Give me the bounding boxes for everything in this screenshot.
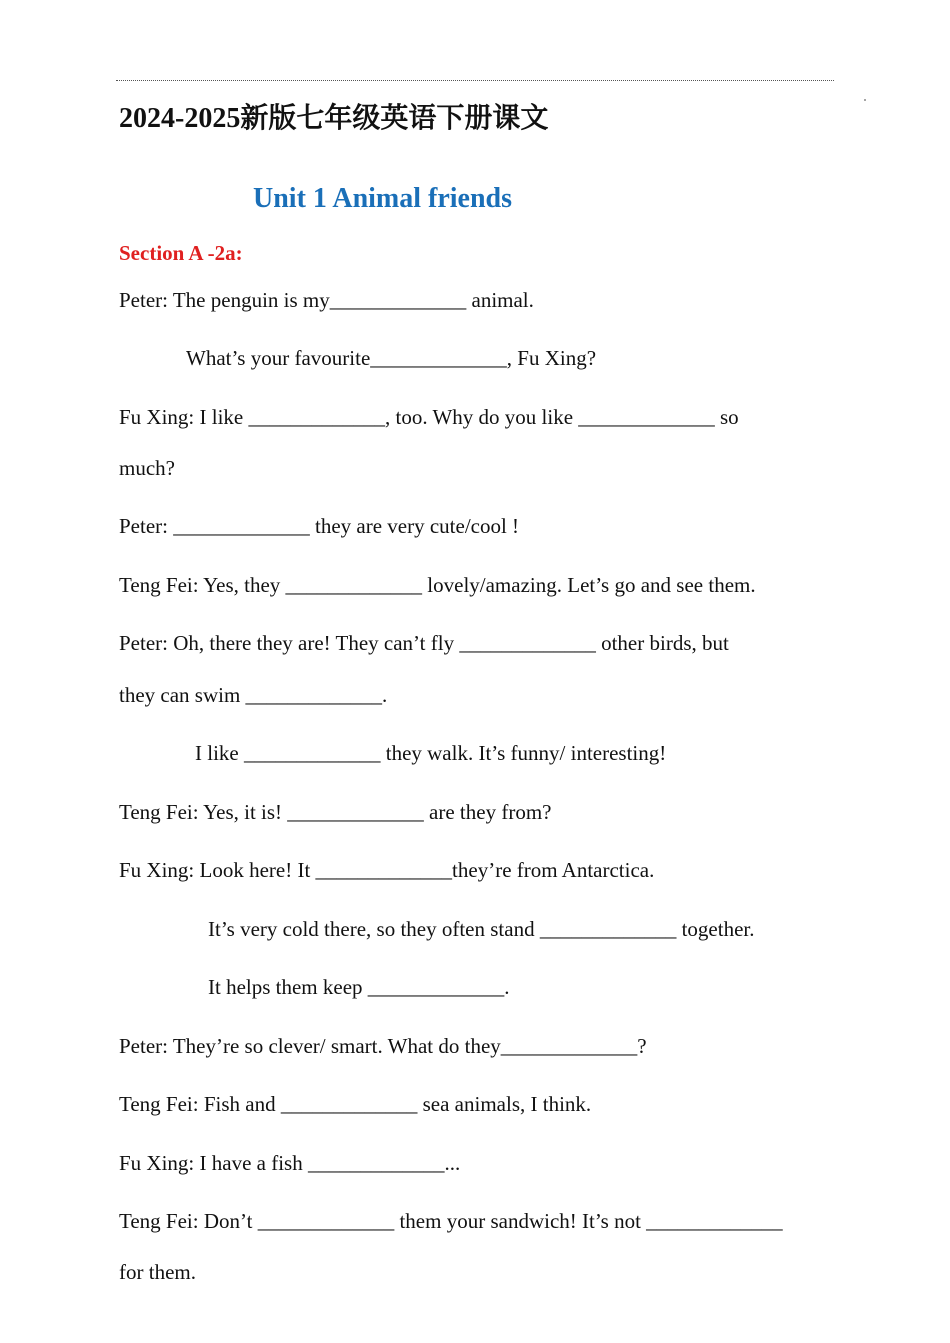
dialogue-line-12: It’s very cold there, so they often stand _____________ together. [208,917,755,941]
dialogue-line-18: for them. [119,1260,196,1284]
dialogue-line-4: much? [119,456,175,480]
dialogue-line-3: Fu Xing: I like _____________, too. Why do you like _____________ so [119,405,739,429]
dialogue-line-9: I like _____________ they walk. It’s funny/ interesting! [195,741,667,765]
header-rule [116,80,834,81]
unit-title: Unit 1 Animal friends [253,183,513,214]
dialogue-line-10: Teng Fei: Yes, it is! _____________ are they from? [119,800,552,824]
dialogue-line-15: Teng Fei: Fish and _____________ sea animals, I think. [119,1092,592,1116]
dialogue-line-1: Peter: The penguin is my_____________ animal. [119,288,534,312]
dialogue-line-6: Teng Fei: Yes, they _____________ lovely/amazing. Let’s go and see them. [119,573,756,597]
section-label: Section A -2a: [119,241,243,265]
dialogue-line-11: Fu Xing: Look here! It _____________they’re from Antarctica. [119,858,655,882]
dialogue-line-8: they can swim _____________. [119,683,388,707]
dialogue-line-16: Fu Xing: I have a fish _____________... [119,1151,461,1175]
corner-mark [864,99,866,101]
document-title: 2024-2025新版七年级英语下册课文 [119,103,549,134]
dialogue-line-7: Peter: Oh, there they are! They can’t fly _____________ other birds, but [119,631,729,655]
dialogue-line-5: Peter: _____________ they are very cute/cool ! [119,514,520,538]
dialogue-line-2: What’s your favourite_____________, Fu Xing? [186,346,597,370]
dialogue-line-14: Peter: They’re so clever/ smart. What do they_____________? [119,1034,647,1058]
dialogue-line-17: Teng Fei: Don’t _____________ them your sandwich! It’s not _____________ [119,1209,783,1233]
dialogue-line-13: It helps them keep _____________. [208,975,510,999]
